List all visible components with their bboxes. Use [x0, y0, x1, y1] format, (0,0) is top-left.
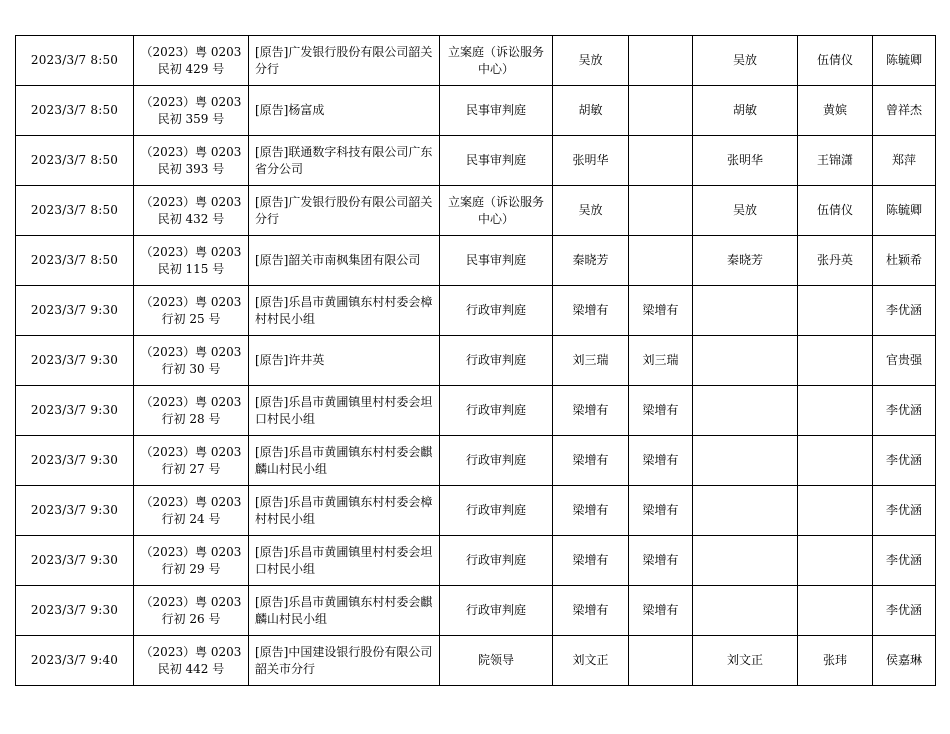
- hearing-time: 2023/3/7 8:50: [16, 136, 134, 186]
- presiding-judge: 刘三瑞: [553, 336, 629, 386]
- case-number: （2023）粤 0203 行初 26 号: [134, 586, 249, 636]
- parties: [原告]乐昌市黄圃镇东村村委会樟村村民小组: [249, 486, 440, 536]
- table-row: [16, 386, 936, 436]
- presiding-judge: 梁增有: [553, 486, 629, 536]
- hearing-time: 2023/3/7 9:30: [16, 286, 134, 336]
- parties: [原告]许井英: [249, 336, 440, 386]
- court-division: 立案庭（诉讼服务中心）: [440, 186, 553, 236]
- case-number: （2023）粤 0203 民初 442 号: [134, 636, 249, 686]
- court-division: 行政审判庭: [440, 336, 553, 386]
- col8-cell: [798, 286, 873, 336]
- hearing-time: 2023/3/7 8:50: [16, 86, 134, 136]
- col8-cell: 伍倩仪: [798, 36, 873, 86]
- col8-cell: [798, 436, 873, 486]
- clerk: 李优涵: [873, 486, 936, 536]
- clerk: 李优涵: [873, 536, 936, 586]
- table-row: [16, 586, 936, 636]
- case-number: （2023）粤 0203 民初 359 号: [134, 86, 249, 136]
- parties: [原告]乐昌市黄圃镇东村村委会麒麟山村民小组: [249, 436, 440, 486]
- presiding-judge: 吴放: [553, 186, 629, 236]
- col6-cell: 刘三瑞: [629, 336, 693, 386]
- parties: [原告]乐昌市黄圃镇里村村委会坦口村民小组: [249, 386, 440, 436]
- clerk: 李优涵: [873, 286, 936, 336]
- col7-cell: 张明华: [693, 136, 798, 186]
- col8-cell: 王锦潇: [798, 136, 873, 186]
- case-number: （2023）粤 0203 民初 115 号: [134, 236, 249, 286]
- hearing-time: 2023/3/7 8:50: [16, 36, 134, 86]
- hearing-schedule-table: [15, 35, 936, 686]
- hearing-time: 2023/3/7 9:30: [16, 336, 134, 386]
- col6-cell: 梁增有: [629, 386, 693, 436]
- court-division: 行政审判庭: [440, 586, 553, 636]
- presiding-judge: 吴放: [553, 36, 629, 86]
- case-number: （2023）粤 0203 民初 429 号: [134, 36, 249, 86]
- col7-cell: 秦晓芳: [693, 236, 798, 286]
- case-number: （2023）粤 0203 行初 25 号: [134, 286, 249, 336]
- hearing-time: 2023/3/7 9:30: [16, 536, 134, 586]
- hearing-time: 2023/3/7 9:30: [16, 486, 134, 536]
- col6-cell: [629, 136, 693, 186]
- clerk: 李优涵: [873, 586, 936, 636]
- col6-cell: [629, 36, 693, 86]
- col8-cell: [798, 386, 873, 436]
- parties: [原告]杨富成: [249, 86, 440, 136]
- col7-cell: 刘文正: [693, 636, 798, 686]
- table-row: [16, 436, 936, 486]
- court-division: 行政审判庭: [440, 486, 553, 536]
- col6-cell: 梁增有: [629, 486, 693, 536]
- parties: [原告]联通数字科技有限公司广东省分公司: [249, 136, 440, 186]
- presiding-judge: 胡敏: [553, 86, 629, 136]
- hearing-time: 2023/3/7 8:50: [16, 236, 134, 286]
- table-row: [16, 36, 936, 86]
- clerk: 官贵强: [873, 336, 936, 386]
- clerk: 李优涵: [873, 386, 936, 436]
- col7-cell: [693, 436, 798, 486]
- clerk: 陈毓卿: [873, 36, 936, 86]
- hearing-time: 2023/3/7 9:40: [16, 636, 134, 686]
- case-number: （2023）粤 0203 行初 28 号: [134, 386, 249, 436]
- hearing-time: 2023/3/7 8:50: [16, 186, 134, 236]
- parties: [原告]乐昌市黄圃镇东村村委会樟村村民小组: [249, 286, 440, 336]
- col8-cell: [798, 536, 873, 586]
- case-number: （2023）粤 0203 行初 30 号: [134, 336, 249, 386]
- table-row: [16, 636, 936, 686]
- presiding-judge: 梁增有: [553, 586, 629, 636]
- court-division: 行政审判庭: [440, 436, 553, 486]
- case-number: （2023）粤 0203 行初 24 号: [134, 486, 249, 536]
- col6-cell: 梁增有: [629, 586, 693, 636]
- clerk: 杜颖希: [873, 236, 936, 286]
- table-row: [16, 336, 936, 386]
- clerk: 陈毓卿: [873, 186, 936, 236]
- col7-cell: [693, 286, 798, 336]
- col6-cell: [629, 86, 693, 136]
- col8-cell: 伍倩仪: [798, 186, 873, 236]
- clerk: 李优涵: [873, 436, 936, 486]
- parties: [原告]乐昌市黄圃镇东村村委会麒麟山村民小组: [249, 586, 440, 636]
- case-number: （2023）粤 0203 民初 393 号: [134, 136, 249, 186]
- table-row: [16, 186, 936, 236]
- court-division: 行政审判庭: [440, 536, 553, 586]
- hearing-time: 2023/3/7 9:30: [16, 436, 134, 486]
- parties: [原告]韶关市南枫集团有限公司: [249, 236, 440, 286]
- court-division: 民事审判庭: [440, 86, 553, 136]
- presiding-judge: 刘文正: [553, 636, 629, 686]
- col7-cell: [693, 536, 798, 586]
- court-division: 立案庭（诉讼服务中心）: [440, 36, 553, 86]
- col6-cell: [629, 636, 693, 686]
- clerk: 郑萍: [873, 136, 936, 186]
- col7-cell: 吴放: [693, 36, 798, 86]
- table-row: [16, 86, 936, 136]
- hearing-time: 2023/3/7 9:30: [16, 386, 134, 436]
- col7-cell: [693, 486, 798, 536]
- table-row: [16, 236, 936, 286]
- parties: [原告]广发银行股份有限公司韶关分行: [249, 36, 440, 86]
- court-division: 民事审判庭: [440, 136, 553, 186]
- court-division: 行政审判庭: [440, 286, 553, 336]
- court-division: 民事审判庭: [440, 236, 553, 286]
- col8-cell: [798, 336, 873, 386]
- col8-cell: [798, 586, 873, 636]
- presiding-judge: 梁增有: [553, 436, 629, 486]
- col6-cell: 梁增有: [629, 286, 693, 336]
- case-number: （2023）粤 0203 行初 29 号: [134, 536, 249, 586]
- col7-cell: 胡敏: [693, 86, 798, 136]
- col7-cell: [693, 586, 798, 636]
- col8-cell: [798, 486, 873, 536]
- table-row: [16, 536, 936, 586]
- presiding-judge: 张明华: [553, 136, 629, 186]
- presiding-judge: 梁增有: [553, 536, 629, 586]
- clerk: 曾祥杰: [873, 86, 936, 136]
- clerk: 侯嘉琳: [873, 636, 936, 686]
- col8-cell: 张丹英: [798, 236, 873, 286]
- parties: [原告]乐昌市黄圃镇里村村委会坦口村民小组: [249, 536, 440, 586]
- case-number: （2023）粤 0203 民初 432 号: [134, 186, 249, 236]
- col6-cell: [629, 186, 693, 236]
- col7-cell: [693, 336, 798, 386]
- court-division: 院领导: [440, 636, 553, 686]
- parties: [原告]广发银行股份有限公司韶关分行: [249, 186, 440, 236]
- presiding-judge: 梁增有: [553, 286, 629, 336]
- hearing-time: 2023/3/7 9:30: [16, 586, 134, 636]
- col6-cell: [629, 236, 693, 286]
- col7-cell: [693, 386, 798, 436]
- presiding-judge: 秦晓芳: [553, 236, 629, 286]
- table-row: [16, 136, 936, 186]
- presiding-judge: 梁增有: [553, 386, 629, 436]
- col7-cell: 吴放: [693, 186, 798, 236]
- table-row: [16, 286, 936, 336]
- case-number: （2023）粤 0203 行初 27 号: [134, 436, 249, 486]
- col8-cell: 张玮: [798, 636, 873, 686]
- col8-cell: 黄嫔: [798, 86, 873, 136]
- table-row: [16, 486, 936, 536]
- parties: [原告]中国建设银行股份有限公司韶关市分行: [249, 636, 440, 686]
- court-division: 行政审判庭: [440, 386, 553, 436]
- col6-cell: 梁增有: [629, 536, 693, 586]
- col6-cell: 梁增有: [629, 436, 693, 486]
